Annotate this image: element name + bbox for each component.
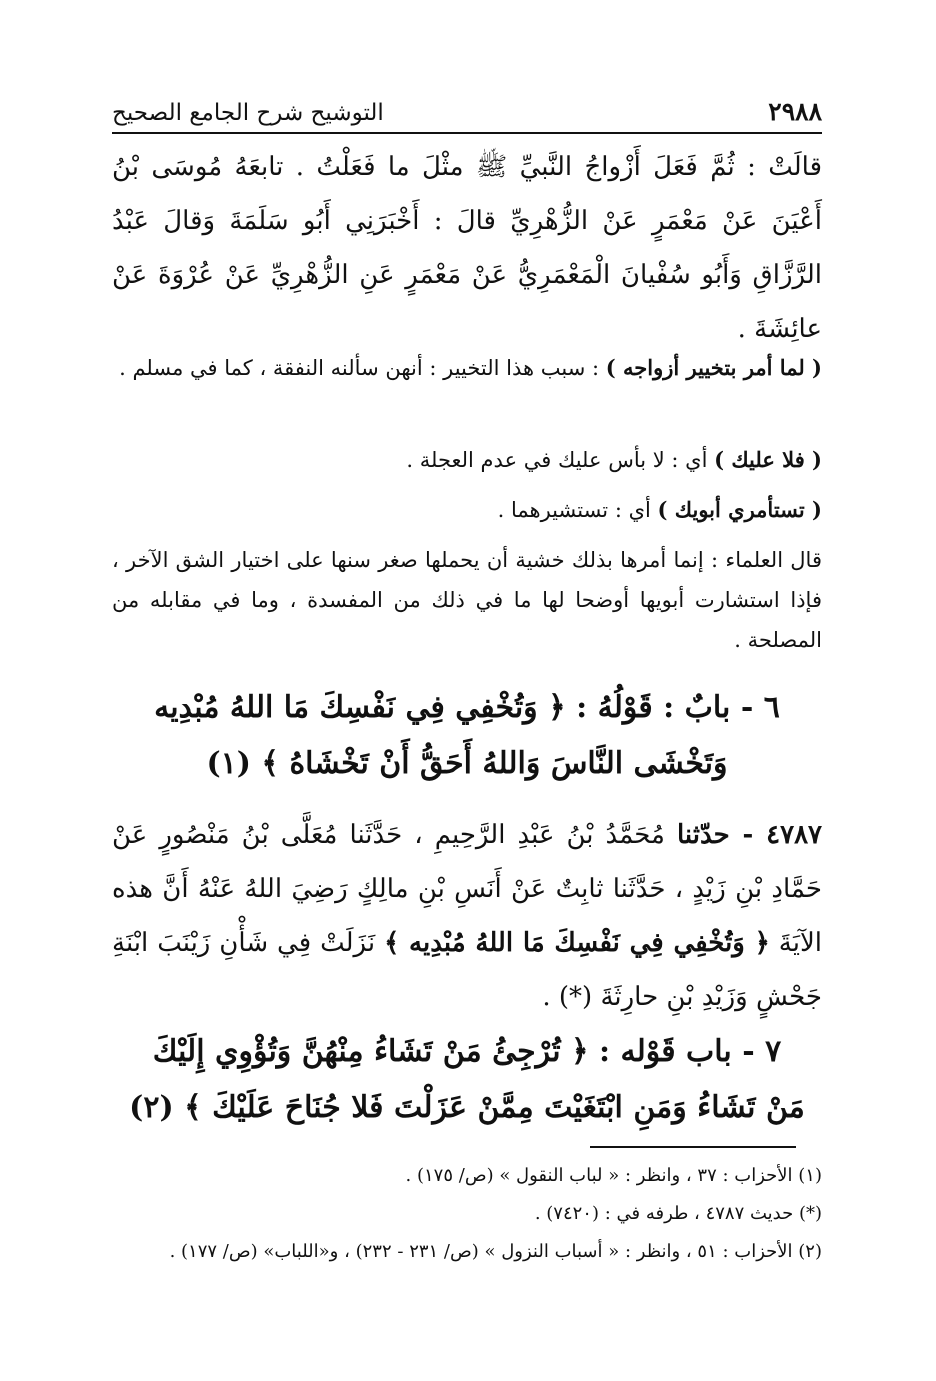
chapter-7-line-2: مَنْ تَشَاءُ وَمَنِ ابْتَغَيْتَ مِمَّنْ عَزَلْتَ فَلا جُنَاحَ عَلَيْكَ ﴾ (٢) bbox=[129, 1090, 805, 1125]
footnote-star: (*) حديث ٤٧٨٧ ، طرفه في : (٧٤٢٠) . bbox=[534, 1203, 822, 1224]
footnote-1: (١) الأحزاب : ٣٧ ، وانظر : « لباب النقول » (ص/ ١٧٥) . bbox=[405, 1165, 822, 1186]
header-divider bbox=[112, 132, 822, 134]
commentary-text: قال العلماء : إنما أمرها بذلك خشية أن يحملها صغر سنها على اختيار الشق الآخر ، فإذا استشارت أبويها أوضحا لها ما في ذلك من المفسدة ، وما في مقابله من المصلحة . bbox=[112, 548, 822, 652]
chapter-6-line-1: ٦ - بابٌ : قَوْلُهُ : ﴿ وَتُخْفِي فِي نَفْسِكَ مَا اللهُ مُبْدِيه bbox=[154, 690, 780, 725]
chapter-6-heading bbox=[112, 680, 822, 792]
hadith-text-end: نَزَلَتْ فِي شَأْنِ زَيْنَبَ ابْنَةِ جَحْشٍ وَزَيْدِ بْنِ حارِثَةَ (*) . bbox=[112, 928, 822, 1012]
commentary-text: أي : تستشيرهما . bbox=[497, 498, 658, 522]
commentary-term: ( لما أمر بتخيير أزواجه ) bbox=[605, 355, 822, 380]
commentary-1 bbox=[112, 348, 822, 388]
footnote-divider bbox=[590, 1146, 796, 1148]
commentary-text: أي : لا بأس عليك في عدم العجلة . bbox=[406, 448, 715, 472]
commentary-2 bbox=[112, 440, 822, 480]
chapter-6-line-2: وَتَخْشَى النَّاسَ وَاللهُ أَحَقُّ أَنْ تَخْشَاهُ ﴾ (١) bbox=[206, 746, 728, 781]
commentary-4 bbox=[112, 540, 822, 660]
commentary-term: ( تستأمري أبويك ) bbox=[657, 497, 822, 522]
running-title: التوشيح شرح الجامع الصحيح bbox=[112, 100, 384, 126]
hadith-text: مُحَمَّدُ بْنُ عَبْدِ الرَّحِيمِ ، حَدَّثَنا مُعَلَّى بْنُ مَنْصُورٍ عَنْ حَمَّادِ بْنِ زَيْدٍ ، حَدَّثَنا ثابِتٌ عَنْ أَنَسِ بْنِ مالِكٍ رَضِيَ اللهُ عَنْهُ أَنَّ هذه الآيَةَ bbox=[112, 820, 823, 958]
chapter-7-line-1: ٧ - باب قَوْله : ﴿ تُرْجِئُ مَنْ تَشَاءُ مِنْهُنَّ وَتُؤْوِي إِلَيْكَ bbox=[152, 1034, 782, 1069]
commentary-term: ( فلا عليك ) bbox=[714, 447, 822, 472]
hadith-4787 bbox=[112, 808, 822, 1024]
hadith-continuation: قالَتْ : ثُمَّ فَعَلَ أَزْواجُ النَّبيِّ ﷺ مثْلَ ما فَعَلْتُ . تابعَهُ مُوسَى بْنُ أَعْيَنَ عَنْ مَعْمَرٍ عَنْ الزُّهْرِيِّ قالَ : أَخْبَرَنِي أَبُو سَلَمَةَ وَقالَ عَبْدُ الرَّزَّاقِ وَأَبُو سُفْيانَ الْمَعْمَرِيُّ عَنْ مَعْمَرٍ عَنِ الزُّهْرِيِّ عَنْ عُرْوَةَ عَنْ عائِشَةَ . bbox=[112, 152, 822, 344]
hadith-number: ٤٧٨٧ - حدّثنا bbox=[676, 820, 822, 850]
footnote-2: (٢) الأحزاب : ٥١ ، وانظر : « أسباب النزول » (ص/ ٢٣١ - ٢٣٢) ، و«اللباب» (ص/ ١٧٧) . bbox=[169, 1241, 822, 1262]
page-header bbox=[112, 86, 822, 126]
commentary-text: : سبب هذا التخيير : أنهن سألنه النفقة ، كما في مسلم . bbox=[119, 356, 606, 380]
page-number: ٢٩٨٨ bbox=[768, 97, 822, 126]
chapter-7-heading bbox=[112, 1024, 822, 1136]
commentary-3 bbox=[112, 490, 822, 530]
quran-verse: ﴿ وَتُخْفِي فِي نَفْسِكَ مَا اللهُ مُبْدِيه ﴾ bbox=[384, 928, 770, 958]
